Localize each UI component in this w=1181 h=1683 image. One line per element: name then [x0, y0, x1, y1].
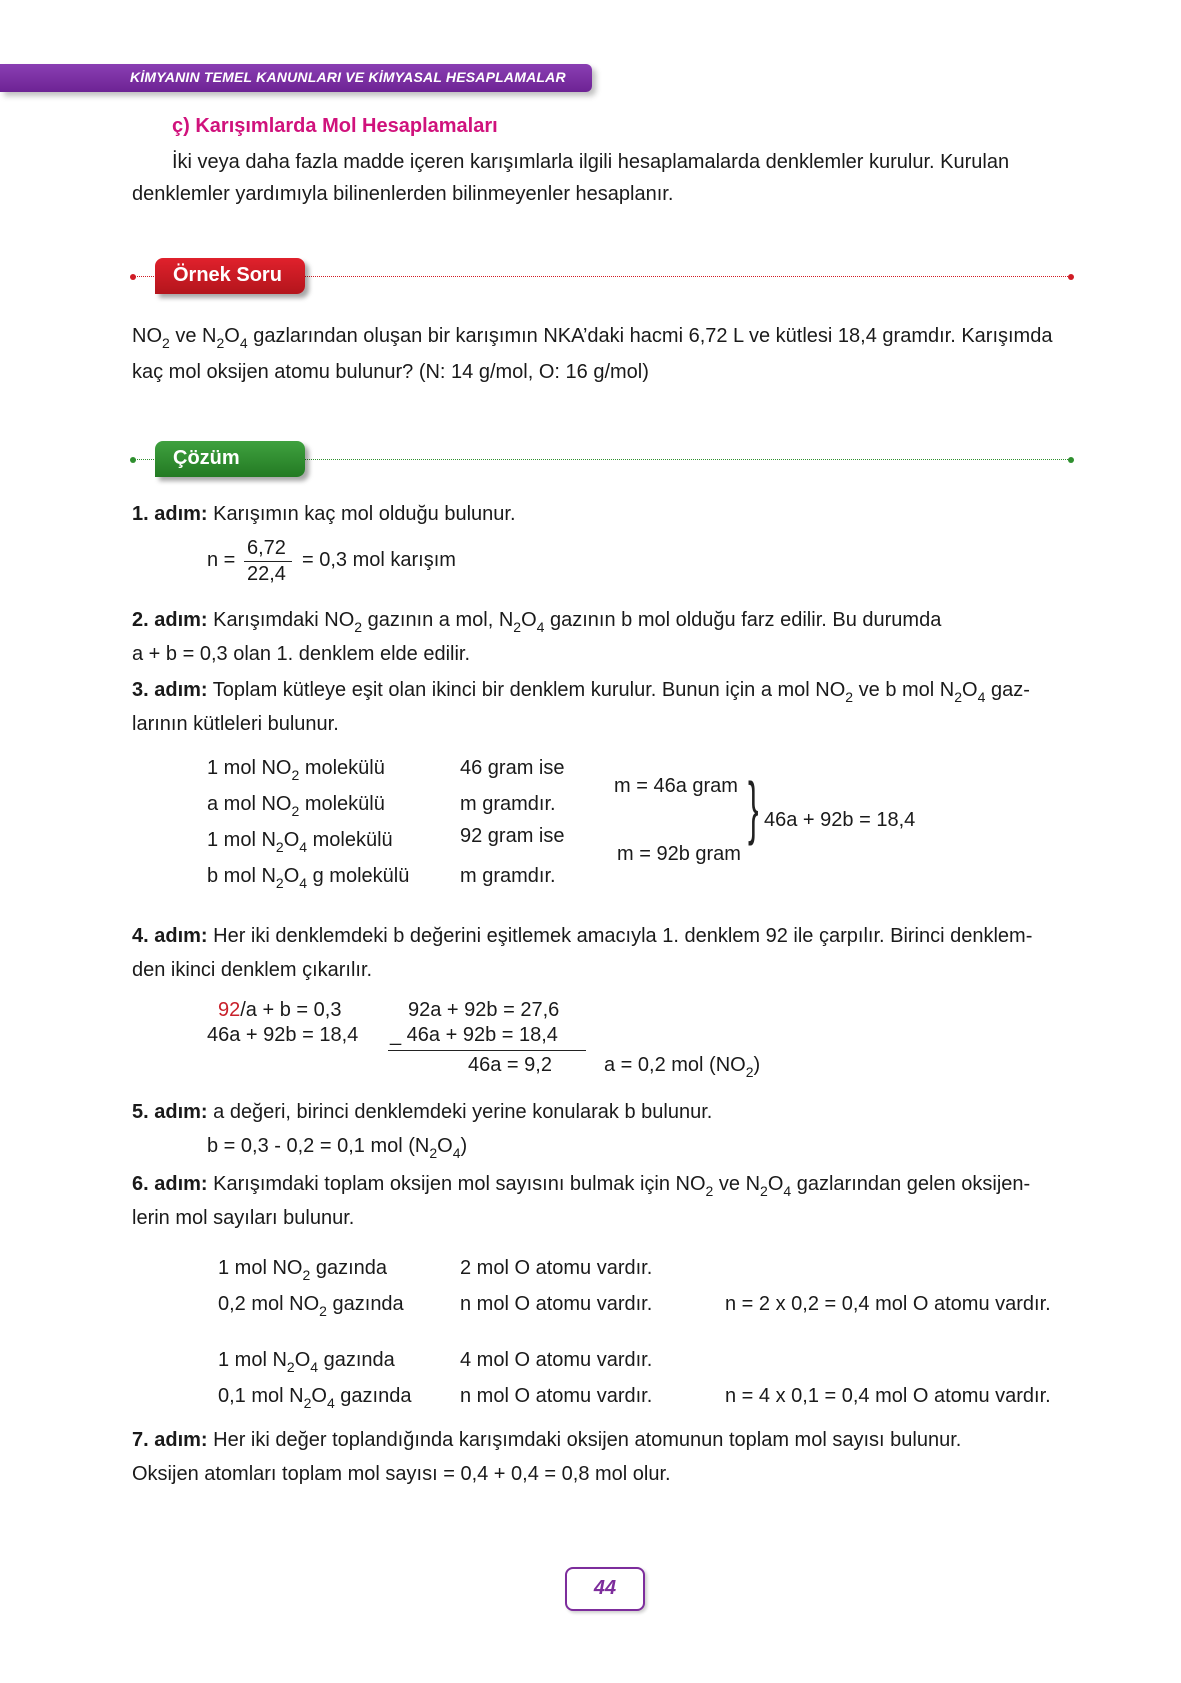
mass-row-3-left: 1 mol $N_2O_4$ molekülü — [207, 829, 393, 855]
page-number: 44 — [593, 1577, 617, 1599]
step-4: 4. adım: Her iki denklemdeki b değerini eşitlemek amacıyla 1. denklem 92 ile çarpılır. Birinci denklem- — [132, 925, 1033, 947]
oxygen-row-2-result: n = 2 x 0,2 = 0,4 mol O atomu vardır. — [725, 1293, 1051, 1315]
section-title: ç) Karışımlarda Mol Hesaplamaları — [172, 115, 498, 137]
example-tag — [155, 258, 305, 294]
mass-row-4-mid: m gramdır. — [460, 865, 556, 887]
oxygen-row-1-left: 1 mol $NO_2$ gazında — [218, 1257, 387, 1283]
step-7-line-2: Oksijen atomları toplam mol sayısı = 0,4 + 0,4 = 0,8 mol olur. — [132, 1463, 671, 1485]
step-1-numerator: 6,72 — [247, 537, 286, 559]
mass-row-2-left: a mol $NO_2$ molekülü — [207, 793, 385, 819]
step-6-line-2: lerin mol sayıları bulunur. — [132, 1207, 355, 1229]
mass-row-1-mid: 46 gram ise — [460, 757, 565, 779]
oxygen-row-4-left: 0,1 mol $N_2O_4$ gazında — [218, 1385, 412, 1411]
intro-line-2: denklemler yardımıyla bilinenlerden bilinmeyenler hesaplanır. — [132, 183, 674, 205]
mass-m1: m = 46a gram — [614, 775, 738, 797]
oxygen-row-4-result: n = 4 x 0,1 = 0,4 mol O atomu vardır. — [725, 1385, 1051, 1407]
oxygen-row-4-mid: n mol O atomu vardır. — [460, 1385, 653, 1407]
chapter-title: KİMYANIN TEMEL KANUNLARI VE KİMYASAL HESAPLAMALAR — [130, 69, 566, 85]
oxygen-row-1-mid: 2 mol O atomu vardır. — [460, 1257, 653, 1279]
divider-dot-right — [1068, 457, 1074, 463]
step-1-result: = 0,3 mol karışım — [302, 549, 456, 571]
equation-3: 92a + 92b = 27,6 — [408, 999, 560, 1021]
divider-dot-right — [1068, 274, 1074, 280]
step-1: 1. adım: Karışımın kaç mol olduğu bulunur. — [132, 503, 516, 525]
step-6: 6. adım: Karışımdaki toplam oksijen mol sayısını bulmak için $NO_2$ ve $N_2O_4$ gazlarından gelen oksijen- — [132, 1173, 1031, 1199]
question-line-2: kaç mol oksijen atomu bulunur? (N: 14 g/mol, O: 16 g/mol) — [132, 361, 649, 383]
oxygen-row-2-mid: n mol O atomu vardır. — [460, 1293, 653, 1315]
page-number-box — [565, 1567, 645, 1611]
equation-2: 46a + 92b = 18,4 — [207, 1024, 359, 1046]
divider-dot-left — [130, 274, 136, 280]
intro-line-1: İki veya daha fazla madde içeren karışımlarla ilgili hesaplamalarda denklemler kurulur. Kurulan — [172, 151, 1010, 173]
step-7: 7. adım: Her iki değer toplandığında karışımdaki oksijen atomunun toplam mol sayısı bulunur. — [132, 1429, 962, 1451]
step-5-equation: b = 0,3 - 0,2 = 0,1 mol $(N_2O_4)$ — [207, 1135, 468, 1161]
equation-5: 46a = 9,2 — [468, 1054, 552, 1076]
mass-total-equation: 46a + 92b = 18,4 — [764, 809, 916, 831]
example-tag-label: Örnek Soru — [173, 264, 282, 286]
solution-tag-label: Çözüm — [173, 447, 240, 469]
step-1-n: n = — [207, 549, 236, 571]
oxygen-row-3-mid: 4 mol O atomu vardır. — [460, 1349, 653, 1371]
multiplier: 92 — [218, 999, 241, 1021]
solution-tag — [155, 441, 305, 477]
mass-row-3-mid: 92 gram ise — [460, 825, 565, 847]
equation-1: 92/a + b = 0,3 — [218, 999, 342, 1021]
question-line-1: $NO_2$ ve $N_2O_4$ gazlarından oluşan bir karışımın NKA’daki hacmi 6,72 L ve kütlesi 18,4 gramdır. Karışımda — [132, 325, 1053, 351]
mass-row-1-left: 1 mol $NO_2$ molekülü — [207, 757, 385, 783]
step-3: 3. adım: Toplam kütleye eşit olan ikinci bir denklem kurulur. Bunun için a mol $NO_2$ ve b mol $N_2O_4$ gaz- — [132, 679, 1030, 705]
divider-dot-left — [130, 457, 136, 463]
subtraction-line — [388, 1050, 586, 1051]
step-1-denominator: 22,4 — [247, 563, 286, 585]
oxygen-row-3-left: 1 mol $N_2O_4$ gazında — [218, 1349, 395, 1375]
step-2-line-2: a + b = 0,3 olan 1. denklem elde edilir. — [132, 643, 471, 665]
equation-4: _ 46a + 92b = 18,4 — [390, 1024, 558, 1046]
mass-m2: m = 92b gram — [617, 843, 741, 865]
equation-6: a = 0,2 mol $(NO_2)$ — [604, 1054, 761, 1080]
step-5: 5. adım: a değeri, birinci denklemdeki yerine konularak b bulunur. — [132, 1101, 713, 1123]
mass-row-4-left: b mol $N_2O_4$ g molekülü — [207, 865, 410, 891]
step-4-line-2: den ikinci denklem çıkarılır. — [132, 959, 373, 981]
step-3-line-2: larının kütleleri bulunur. — [132, 713, 339, 735]
mass-row-2-mid: m gramdır. — [460, 793, 556, 815]
oxygen-row-2-left: 0,2 mol $NO_2$ gazında — [218, 1293, 404, 1319]
curly-brace: } — [748, 768, 759, 846]
step-2: 2. adım: Karışımdaki $NO_2$ gazının a mol, $N_2O_4$ gazının b mol olduğu farz edilir. Bu durumda — [132, 609, 942, 635]
